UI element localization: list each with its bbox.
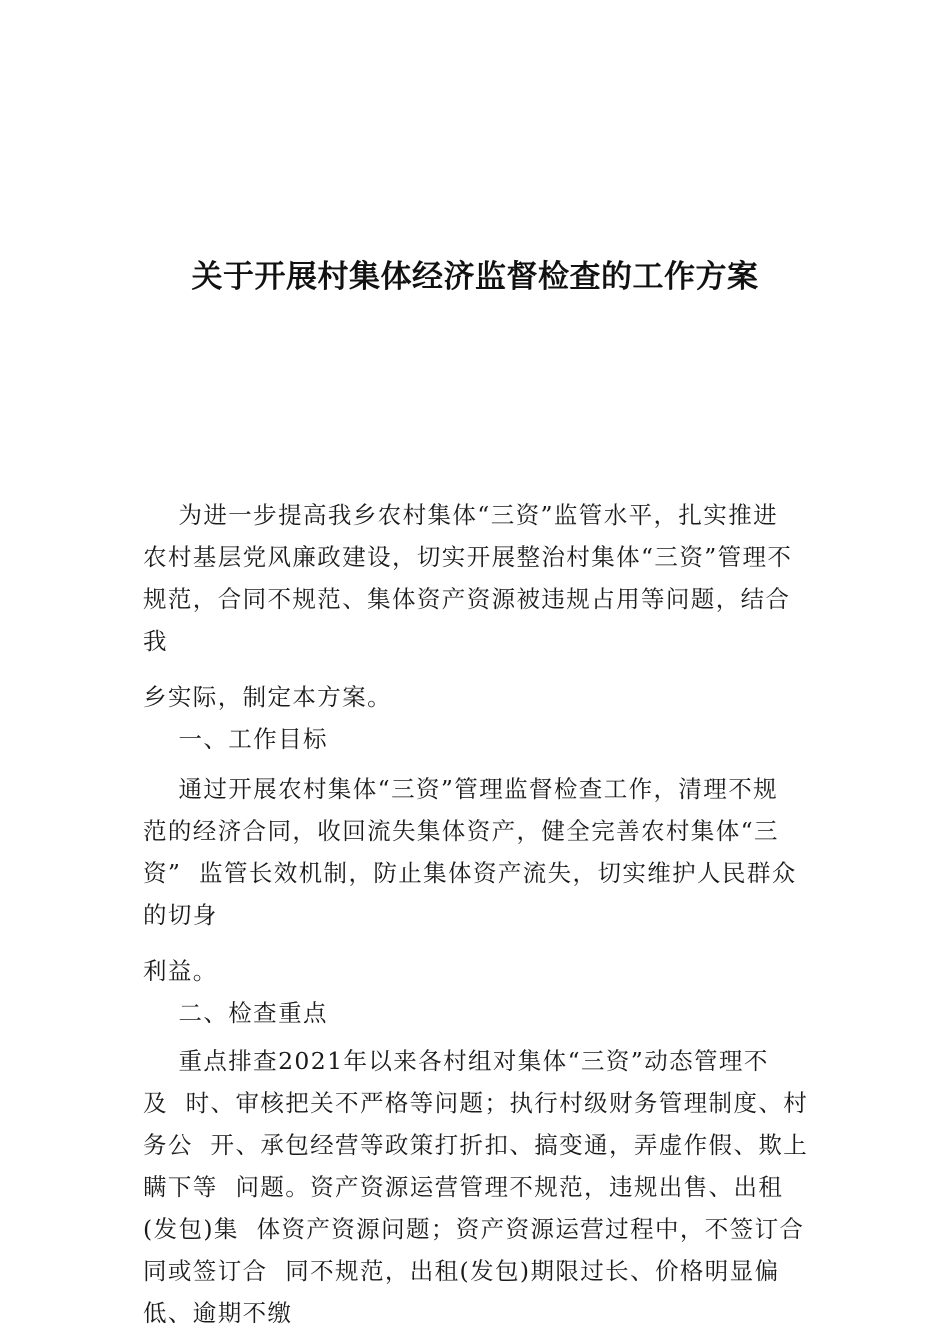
paragraph-line: 农村基层党风廉政建设，切实开展整治村集体“三资”管理不	[143, 543, 793, 571]
paragraph-line: 乡实际，制定本方案。	[143, 683, 392, 711]
paragraph-line: 瞒下等 问题。资产资源运营管理不规范，违规出售、出租	[143, 1173, 784, 1201]
paragraph-line: 同或签订合 同不规范，出租(发包)期限过长、价格明显偏	[143, 1257, 780, 1285]
paragraph-line: 我	[143, 627, 168, 655]
paragraph-line: 通过开展农村集体“三资”管理监督检查工作，清理不规	[143, 775, 779, 803]
section-heading: 二、检查重点	[143, 999, 328, 1027]
paragraph-line: 利益。	[143, 957, 218, 985]
paragraph-line: 范的经济合同，收回流失集体资产，健全完善农村集体“三	[143, 817, 779, 845]
paragraph-line: 规范，合同不规范、集体资产资源被违规占用等问题，结合	[143, 585, 791, 613]
section-heading: 一、工作目标	[143, 725, 328, 753]
paragraph-line: 务公 开、承包经营等政策打折扣、搞变通，弄虚作假、欺上	[143, 1131, 809, 1159]
paragraph-line: 低、逾期不缴	[143, 1299, 293, 1327]
paragraph-line: 资” 监管长效机制，防止集体资产流失，切实维护人民群众	[143, 859, 797, 887]
paragraph-line: (发包)集 体资产资源问题；资产资源运营过程中，不签订合	[143, 1215, 805, 1243]
paragraph-line: 重点排查2021年以来各村组对集体“三资”动态管理不	[143, 1047, 769, 1075]
paragraph-line: 及 时、审核把关不严格等问题；执行村级财务管理制度、村	[143, 1089, 809, 1117]
document-title: 关于开展村集体经济监督检查的工作方案	[191, 259, 759, 295]
paragraph-line: 为进一步提高我乡农村集体“三资”监管水平，扎实推进	[143, 501, 779, 529]
paragraph-line: 的切身	[143, 901, 218, 929]
